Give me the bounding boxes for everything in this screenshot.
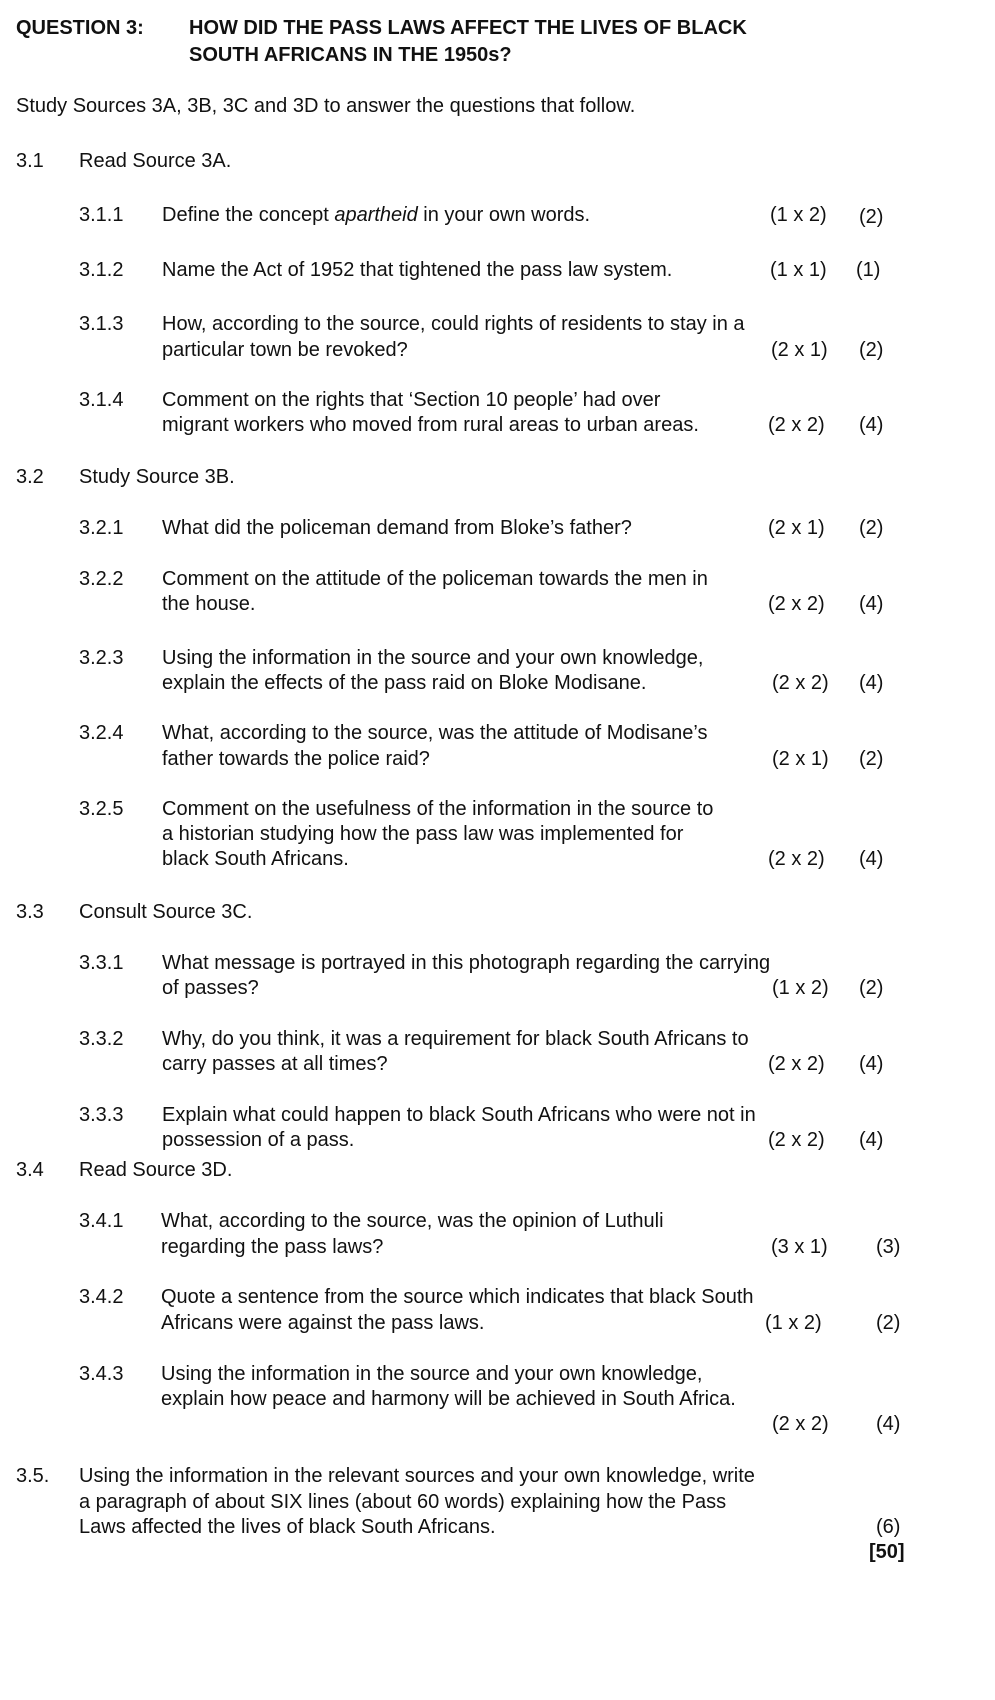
question-number: 3.4.1	[79, 1210, 124, 1232]
mark-allocation: (2 x 2)	[772, 672, 829, 694]
mark-allocation: (2 x 2)	[772, 1413, 829, 1435]
mark-allocation: (3 x 1)	[771, 1236, 828, 1258]
question-marks: (2)	[859, 748, 884, 770]
question-marks: (4)	[859, 672, 884, 694]
question-text: Define the concept apartheid in your own words.	[162, 204, 591, 226]
question-marks: (4)	[859, 1053, 884, 1075]
question-text: Name the Act of 1952 that tightened the pass law system.	[162, 259, 673, 281]
question-number: 3.2.2	[79, 568, 124, 590]
question-number: 3.3.3	[79, 1104, 124, 1126]
question-text: explain the effects of the pass raid on Bloke Modisane.	[162, 672, 647, 694]
question-text: migrant workers who moved from rural areas to urban areas.	[162, 414, 699, 436]
mark-allocation: (2 x 1)	[771, 339, 828, 361]
question-number: 3.1.1	[79, 204, 124, 226]
question-text: How, according to the source, could rights of residents to stay in a	[162, 313, 745, 335]
mark-allocation: (2 x 2)	[768, 1129, 825, 1151]
question-number: 3.2.4	[79, 722, 124, 744]
question-text: father towards the police raid?	[162, 748, 430, 770]
question-number: 3.4.3	[79, 1363, 124, 1385]
mark-allocation: (1 x 1)	[770, 259, 827, 281]
mark-allocation: (1 x 2)	[770, 204, 827, 226]
section-number: 3.5.	[16, 1465, 50, 1487]
section-label: Study Source 3B.	[79, 466, 235, 488]
section-number: 3.4	[16, 1159, 44, 1181]
question-marks: (4)	[859, 593, 884, 615]
question-text: Explain what could happen to black South Africans who were not in	[162, 1104, 756, 1126]
question-text: Africans were against the pass laws.	[161, 1312, 485, 1334]
question-text: black South Africans.	[162, 848, 349, 870]
question-text: Comment on the attitude of the policeman towards the men in	[162, 568, 708, 590]
question-text: Using the information in the source and your own knowledge,	[161, 1363, 703, 1385]
question-text: What, according to the source, was the opinion of Luthuli	[161, 1210, 664, 1232]
question-number: 3.2.1	[79, 517, 124, 539]
question-text: What message is portrayed in this photograph regarding the carrying	[162, 952, 771, 974]
question-text: possession of a pass.	[162, 1129, 355, 1151]
question-marks: (2)	[859, 517, 884, 539]
question-number: 3.3.2	[79, 1028, 124, 1050]
question-number: 3.2.5	[79, 798, 124, 820]
question-number: 3.4.2	[79, 1286, 124, 1308]
mark-allocation: (2 x 2)	[768, 848, 825, 870]
question-number: 3.1.4	[79, 389, 124, 411]
question-text: the house.	[162, 593, 256, 615]
question-text: Comment on the rights that ‘Section 10 people’ had over	[162, 389, 661, 411]
mark-allocation: (2 x 1)	[772, 748, 829, 770]
question-text: What, according to the source, was the attitude of Modisane’s	[162, 722, 708, 744]
section-number: 3.1	[16, 150, 44, 172]
emphasised-term: apartheid	[334, 204, 418, 226]
question-text: a historian studying how the pass law was implemented for	[162, 823, 684, 845]
question-text: carry passes at all times?	[162, 1053, 388, 1075]
question-marks: (2)	[859, 206, 884, 228]
question-text: Using the information in the relevant sources and your own knowledge, write	[79, 1465, 755, 1487]
question-marks: (3)	[876, 1236, 901, 1258]
question-marks: (6)	[876, 1516, 901, 1538]
question-text: Quote a sentence from the source which indicates that black South	[161, 1286, 754, 1308]
question-marks: (2)	[859, 977, 884, 999]
question-number: 3.1.2	[79, 259, 124, 281]
question-marks: (4)	[859, 414, 884, 436]
question-text: Using the information in the source and your own knowledge,	[162, 647, 704, 669]
mark-allocation: (2 x 2)	[768, 1053, 825, 1075]
question-marks: (4)	[876, 1413, 901, 1435]
question-text: particular town be revoked?	[162, 339, 408, 361]
question-marks: (2)	[876, 1312, 901, 1334]
mark-allocation: (2 x 1)	[768, 517, 825, 539]
instruction: Study Sources 3A, 3B, 3C and 3D to answer the questions that follow.	[16, 95, 636, 117]
question-text: What did the policeman demand from Bloke’s father?	[162, 517, 632, 539]
total-marks: [50]	[869, 1541, 905, 1563]
question-marks: (4)	[859, 1129, 884, 1151]
mark-allocation: (2 x 2)	[768, 593, 825, 615]
question-text: Why, do you think, it was a requirement for black South Africans to	[162, 1028, 749, 1050]
question-text: Laws affected the lives of black South Africans.	[79, 1516, 496, 1538]
question-number: 3.2.3	[79, 647, 124, 669]
question-text: of passes?	[162, 977, 259, 999]
question-text: Comment on the usefulness of the information in the source to	[162, 798, 714, 820]
mark-allocation: (1 x 2)	[765, 1312, 822, 1334]
section-number: 3.2	[16, 466, 44, 488]
mark-allocation: (2 x 2)	[768, 414, 825, 436]
question-text: regarding the pass laws?	[161, 1236, 384, 1258]
section-label: Consult Source 3C.	[79, 901, 253, 923]
section-label: Read Source 3D.	[79, 1159, 233, 1181]
question-marks: (2)	[859, 339, 884, 361]
section-label: Read Source 3A.	[79, 150, 232, 172]
question-title-line1: HOW DID THE PASS LAWS AFFECT THE LIVES OF BLACK	[189, 17, 747, 39]
question-marks: (1)	[856, 259, 881, 281]
question-label: QUESTION 3:	[16, 17, 144, 39]
question-number: 3.3.1	[79, 952, 124, 974]
question-text: explain how peace and harmony will be achieved in South Africa.	[161, 1388, 736, 1410]
question-text: a paragraph of about SIX lines (about 60 words) explaining how the Pass	[79, 1491, 727, 1513]
section-number: 3.3	[16, 901, 44, 923]
mark-allocation: (1 x 2)	[772, 977, 829, 999]
question-marks: (4)	[859, 848, 884, 870]
question-number: 3.1.3	[79, 313, 124, 335]
question-title-line2: SOUTH AFRICANS IN THE 1950s?	[189, 44, 512, 66]
